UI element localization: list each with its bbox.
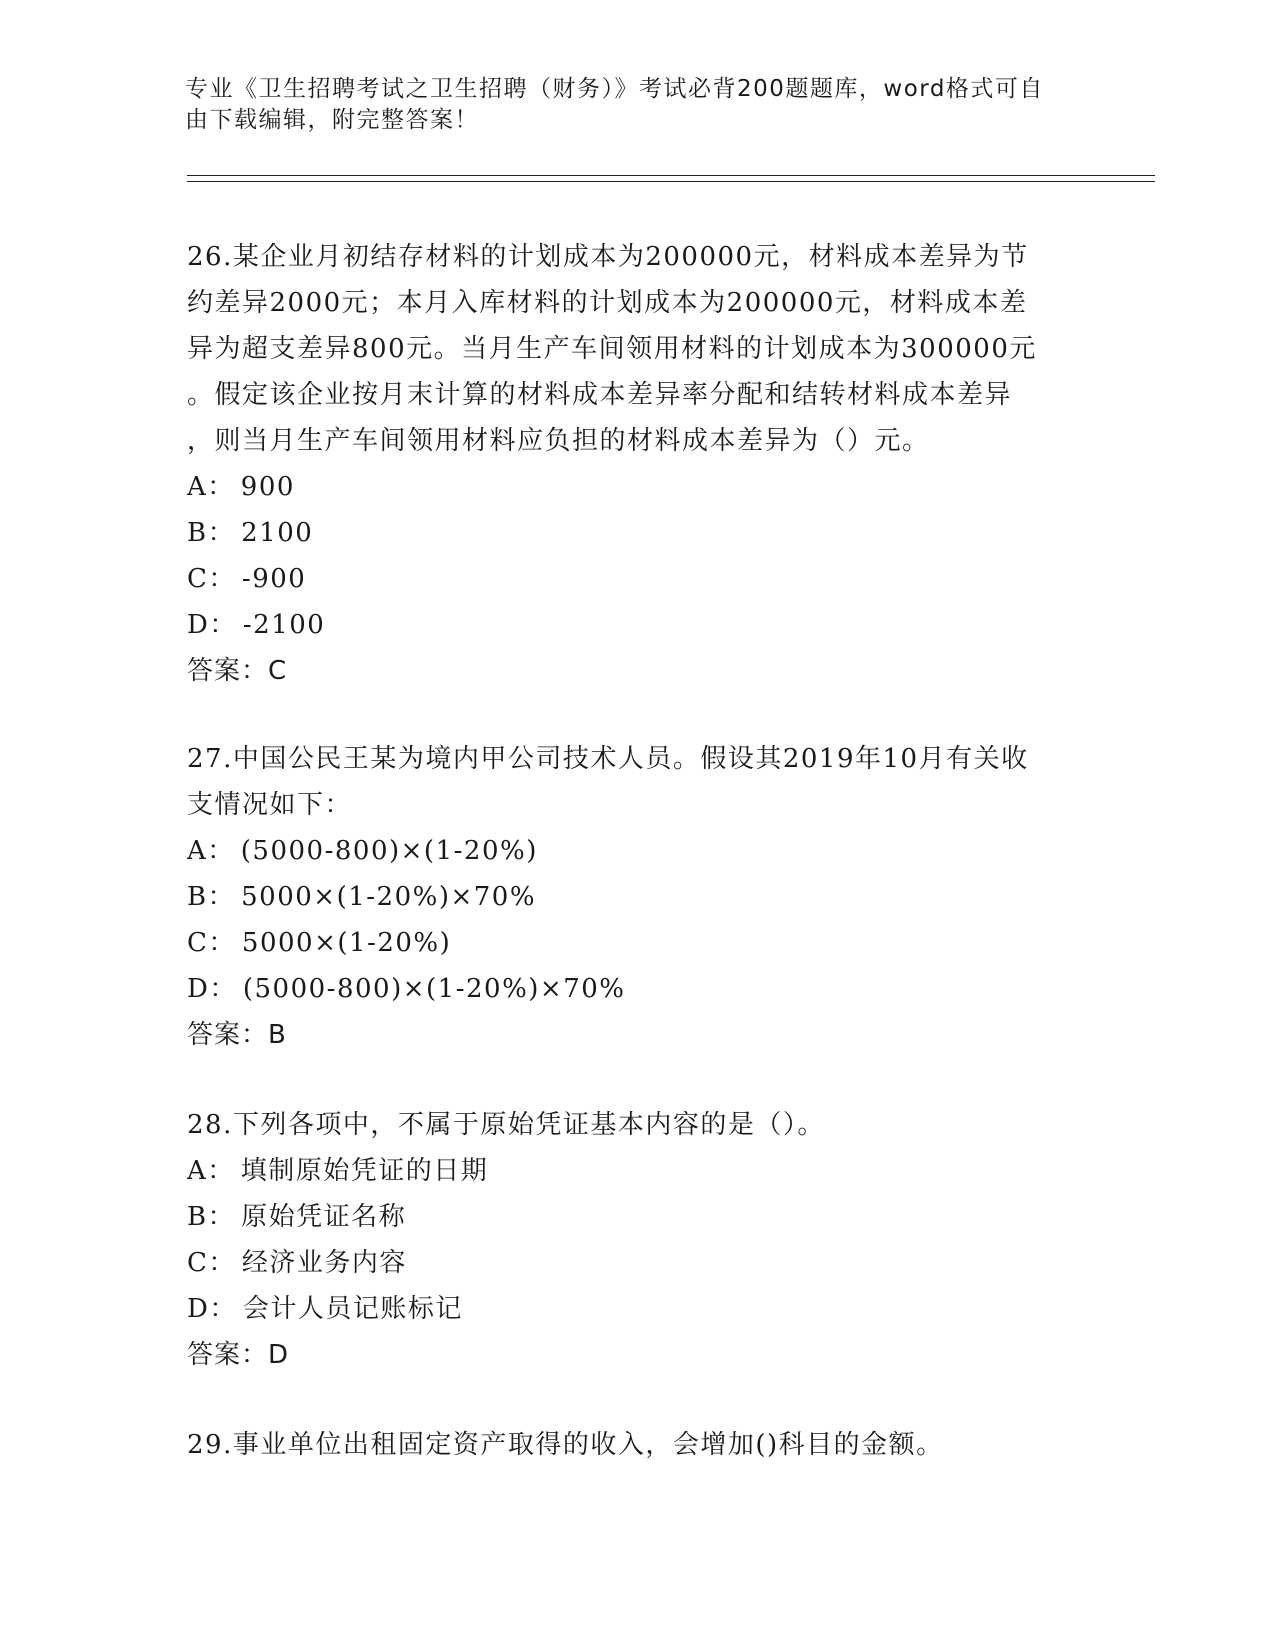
option-a (187, 464, 1087, 510)
answer-line: 答案：C (187, 656, 288, 686)
question-stem-line: 约差异2000元；本月入库材料的计划成本为200000元，材料成本差 (187, 288, 1028, 318)
option-text: 经济业务内容 (241, 1248, 407, 1278)
option-text: 原始凭证名称 (241, 1202, 407, 1232)
option-key: B： (187, 518, 236, 548)
option-text: (5000-800)×(1-20%)×70% (242, 974, 626, 1004)
option-b (187, 874, 1087, 920)
document-header (185, 74, 1065, 136)
question-29 (187, 1422, 1087, 1468)
option-key: C： (187, 564, 236, 594)
question-stem-line: 支情况如下： (187, 790, 353, 820)
option-b (187, 510, 1087, 556)
option-c (187, 556, 1087, 602)
answer-line: 答案：B (187, 1020, 287, 1050)
question-stem-line: 28.下列各项中，不属于原始凭证基本内容的是（）。 (187, 1110, 825, 1140)
question-27 (187, 736, 1087, 1058)
answer-line: 答案：D (187, 1340, 290, 1370)
option-b (187, 1194, 1087, 1240)
option-key: D： (187, 1294, 237, 1324)
question-stem-line: 27.中国公民王某为境内甲公司技术人员。假设其2019年10月有关收 (187, 744, 1029, 774)
question-26 (187, 234, 1087, 694)
option-key: D： (187, 974, 237, 1004)
option-key: D： (187, 610, 237, 640)
option-text: (5000-800)×(1-20%) (240, 836, 538, 866)
option-key: B： (187, 882, 236, 912)
header-divider-top (187, 175, 1155, 176)
option-c (187, 920, 1087, 966)
option-text: 填制原始凭证的日期 (240, 1156, 489, 1186)
question-28 (187, 1102, 1087, 1378)
option-key: A： (187, 1156, 235, 1186)
question-stem-line: 。假定该企业按月末计算的材料成本差异率分配和结转材料成本差异 (187, 380, 1013, 410)
option-text: 900 (240, 472, 295, 502)
option-key: C： (187, 928, 236, 958)
header-line-1: 专业《卫生招聘考试之卫生招聘（财务）》考试必背200题题库，word格式可自 (185, 76, 1044, 102)
question-stem-line: 26.某企业月初结存材料的计划成本为200000元，材料成本差异为节 (187, 242, 1029, 272)
option-c (187, 1240, 1087, 1286)
question-stem-line: ，则当月生产车间领用材料应负担的材料成本差异为（）元。 (187, 426, 930, 456)
option-a (187, 1148, 1087, 1194)
question-stem-line: 异为超支差异800元。当月生产车间领用材料的计划成本为300000元 (187, 334, 1037, 364)
option-d (187, 602, 1087, 648)
option-text: 会计人员记账标记 (242, 1294, 463, 1324)
header-line-2: 由下载编辑，附完整答案！ (185, 107, 479, 133)
option-text: 5000×(1-20%) (241, 928, 452, 958)
option-text: -2100 (242, 610, 326, 640)
header-divider-bottom (187, 181, 1155, 182)
question-stem-line: 29.事业单位出租固定资产取得的收入，会增加()科目的金额。 (187, 1430, 944, 1460)
option-key: A： (187, 472, 235, 502)
option-text: 5000×(1-20%)×70% (241, 882, 537, 912)
option-key: A： (187, 836, 235, 866)
option-key: B： (187, 1202, 236, 1232)
option-d (187, 966, 1087, 1012)
option-text: 2100 (241, 518, 314, 548)
option-key: C： (187, 1248, 236, 1278)
option-d (187, 1286, 1087, 1332)
option-a (187, 828, 1087, 874)
option-text: -900 (241, 564, 307, 594)
